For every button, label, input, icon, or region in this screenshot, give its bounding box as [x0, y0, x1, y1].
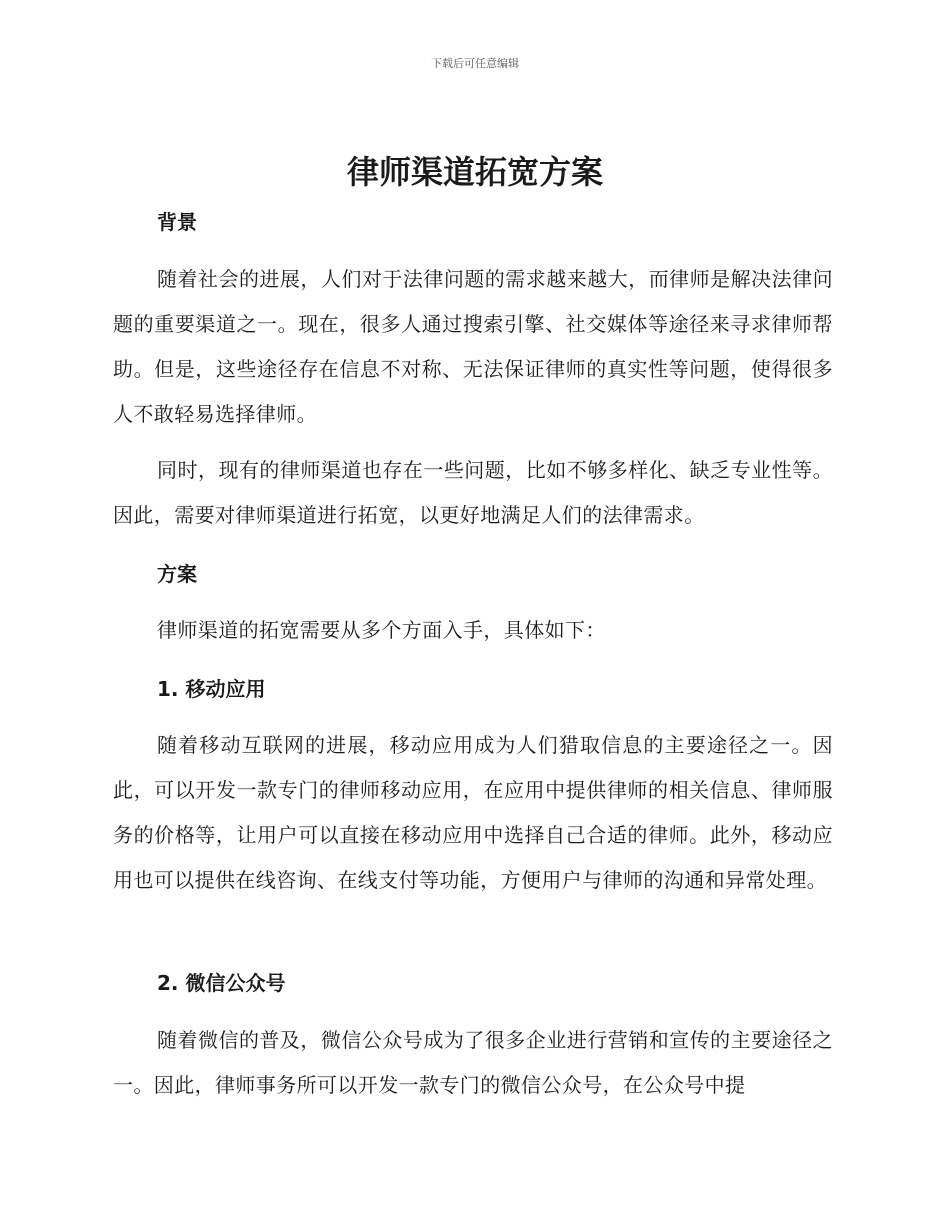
background-paragraph-1: 随着社会的进展，人们对于法律问题的需求越来越大，而律师是解决法律问题的重要渠道之一。现在，很多人通过搜索引擎、社交媒体等途径来寻求律师帮助。但是，这些途径存在信息不对称、无法保证律师的真实性等问题，使得很多人不敢轻易选择律师。: [113, 267, 833, 426]
background-paragraph-2: 同时，现有的律师渠道也存在一些问题，比如不够多样化、缺乏专业性等。因此，需要对律师渠道进行拓宽，以更好地满足人们的法律需求。: [113, 458, 833, 527]
plan-intro-paragraph: 律师渠道的拓宽需要从多个方面入手，具体如下：: [157, 618, 606, 642]
mobile-app-paragraph: 随着移动互联网的进展，移动应用成为人们猎取信息的主要途径之一。因此，可以开发一款专门的律师移动应用，在应用中提供律师的相关信息、律师服务的价格等，让用户可以直接在移动应用中选择自己合适的律师。此外，移动应用也可以提供在线咨询、在线支付等功能，方便用户与律师的沟通和异常处理。: [113, 733, 833, 892]
section-heading-wechat: 2. 微信公众号: [157, 971, 286, 995]
header-note: 下载后可任意编辑: [431, 57, 519, 70]
section-heading-plan: 方案: [157, 562, 197, 586]
wechat-paragraph: 随着微信的普及，微信公众号成为了很多企业进行营销和宣传的主要途径之一。因此，律师事务所可以开发一款专门的微信公众号，在公众号中提: [113, 1028, 833, 1097]
section-heading-mobile-app: 1. 移动应用: [157, 677, 266, 701]
section-heading-background: 背景: [157, 210, 197, 234]
page-title: 律师渠道拓宽方案: [346, 153, 603, 191]
